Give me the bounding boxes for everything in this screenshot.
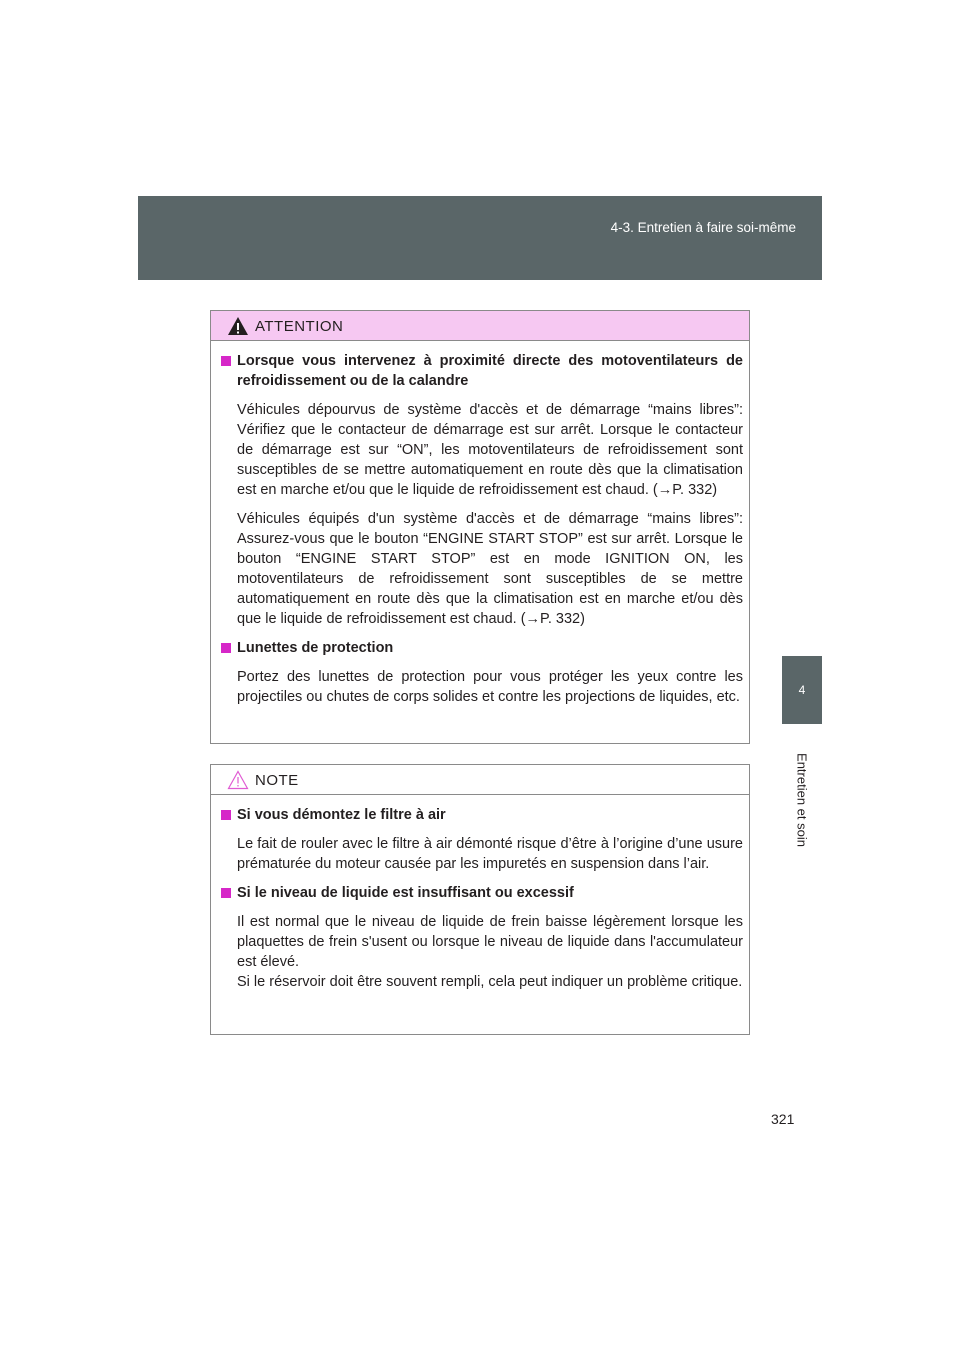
- caution-outline-icon: [227, 770, 249, 790]
- bullet-square-icon: [221, 643, 231, 653]
- attention-header: [211, 311, 749, 341]
- paragraph: Véhicules équipés d'un système d'accès et de démarrage “mains libres”: Assurez-vous que le bouton “ENGINE START STOP” est sur arrêt. Lorsque le bouton “ENGINE START STOP” est en mode IGNITION ON, les motoventilateurs de refroidissement sont susceptibles de se mettre automatiquement en route dès que la climatisation est en marche et/ou dès que le liquide de refroidissement est chaud. (→P. 332): [237, 511, 743, 627]
- bullet-square-icon: [221, 888, 231, 898]
- item-heading-text: Si vous démontez le filtre à air: [237, 807, 446, 823]
- paragraph: Le fait de rouler avec le filtre à air démonté risque d’être à l’origine d’une usure prématurée du moteur causée par les impuretés en suspension dans l’air.: [237, 836, 743, 872]
- bullet-square-icon: [221, 810, 231, 820]
- item-heading: [221, 351, 743, 391]
- note-title: NOTE: [255, 772, 299, 789]
- paragraph: Véhicules dépourvus de système d'accès et de démarrage “mains libres”: Vérifiez que le contacteur de démarrage est sur arrêt. Lorsque le contacteur de démarrage est sur “ON”, les motoventilateurs de refroidissement sont susceptibles de se mettre automatiquement en route dès que la climatisation est en marche et/ou que le liquide de refroidissement est chaud. (→P. 332): [237, 402, 743, 498]
- header-band: [138, 196, 822, 280]
- note-box: [210, 764, 750, 1035]
- section-title: 4-3. Entretien à faire soi-même: [610, 220, 796, 235]
- item-heading-text: Si le niveau de liquide est insuffisant ou excessif: [237, 885, 574, 901]
- item-heading: [221, 805, 743, 825]
- bullet-square-icon: [221, 356, 231, 366]
- item-heading-text: Lorsque vous intervenez à proximité directe des motoventilateurs de refroidissement ou de la calandre: [237, 353, 743, 389]
- attention-title: ATTENTION: [255, 318, 344, 335]
- paragraph: Il est normal que le niveau de liquide de frein baisse légèrement lorsque les plaquettes de frein s'usent ou lorsque le niveau de liquide dans l'accumulateur est élevé. Si le réservoir doit être souvent rempli, cela peut indiquer un problème critique.: [237, 914, 743, 990]
- attention-box: [210, 310, 750, 744]
- item-heading-text: Lunettes de protection: [237, 640, 394, 656]
- chapter-number: 4: [798, 683, 806, 697]
- item-heading: [221, 638, 743, 658]
- warning-icon: [227, 316, 249, 336]
- note-header: [211, 765, 749, 795]
- item-heading: [221, 883, 743, 903]
- page-number: 321: [771, 1111, 795, 1127]
- chapter-title: Entretien et soin: [794, 753, 810, 847]
- paragraph: Portez des lunettes de protection pour vous protéger les yeux contre les projectiles ou chutes de corps solides et contre les projections de liquides, etc.: [237, 669, 743, 705]
- note-body: [211, 795, 749, 992]
- chapter-tab: [782, 656, 822, 724]
- attention-body: [211, 341, 749, 707]
